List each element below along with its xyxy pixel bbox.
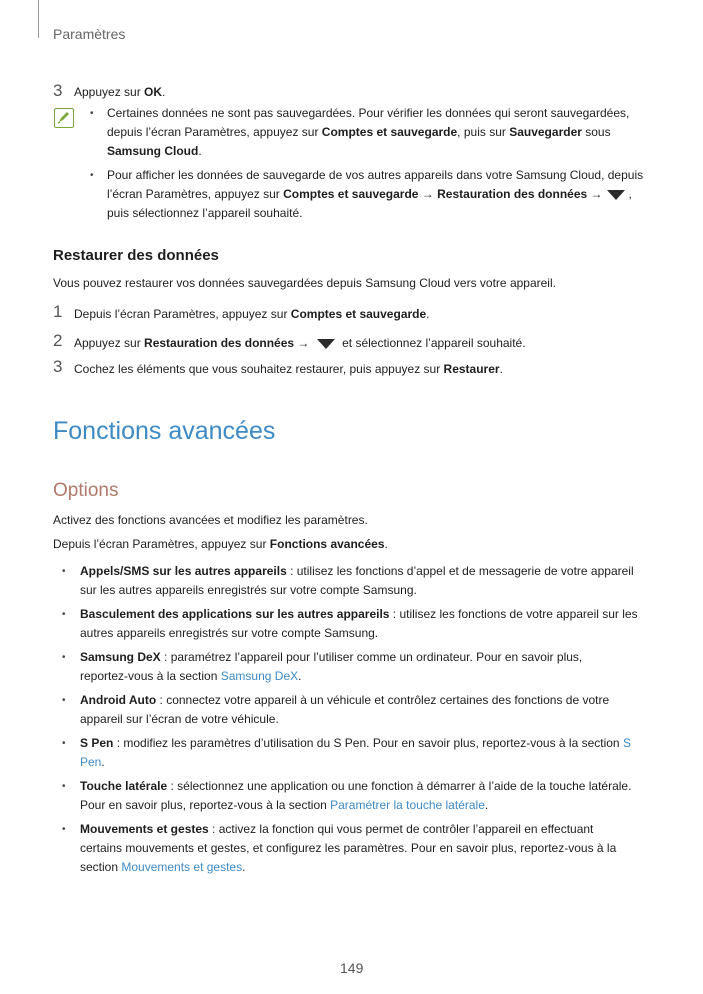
note-line: depuis l’écran Paramètres, appuyez sur Comptes et sauvegarde, puis sur Sauvegarder sous bbox=[107, 125, 611, 139]
bullet-icon: • bbox=[62, 738, 66, 749]
list-item: Android Auto : connectez votre appareil à un véhicule et contrôlez certaines des fonctions de votre bbox=[80, 693, 610, 707]
list-item: Basculement des applications sur les autres appareils : utilisez les fonctions de votre appareil sur les bbox=[80, 607, 638, 621]
page-number: 149 bbox=[340, 960, 364, 976]
s-pen-link[interactable]: S bbox=[622, 736, 631, 750]
list-item-continued: Pour en savoir plus, reportez-vous à la section Paramétrer la touche latérale. bbox=[80, 798, 489, 812]
bullet-icon: • bbox=[62, 824, 66, 835]
page-title: Fonctions avancées bbox=[53, 417, 276, 445]
dropdown-arrow-icon bbox=[317, 339, 335, 349]
step-number: 1 bbox=[53, 302, 63, 321]
paragraph: Depuis l’écran Paramètres, appuyez sur Fonctions avancées. bbox=[53, 537, 388, 551]
dropdown-arrow-icon bbox=[607, 190, 625, 200]
s-pen-link-continued[interactable]: Pen bbox=[80, 755, 102, 769]
page-corner-line bbox=[38, 0, 39, 38]
page-header: Paramètres bbox=[53, 26, 126, 42]
note-line: Certaines données ne sont pas sauvegardées. Pour vérifier les données qui seront sauvegardées, bbox=[107, 106, 630, 120]
list-item: S Pen : modifiez les paramètres d’utilisation du S Pen. Pour en savoir plus, reportez-vous à la section S bbox=[80, 736, 631, 750]
step-number: 2 bbox=[53, 331, 63, 350]
list-item-continued: reportez-vous à la section Samsung DeX. bbox=[80, 669, 302, 683]
note-line: l’écran Paramètres, appuyez sur Comptes et sauvegarde → Restauration des données → , bbox=[107, 187, 632, 201]
step-text: Appuyez sur Restauration des données → et sélectionnez l’appareil souhaité. bbox=[74, 336, 526, 350]
step-number: 3 bbox=[53, 81, 63, 100]
list-item-continued: appareil sur l’écran de votre véhicule. bbox=[80, 712, 279, 726]
side-key-link[interactable]: Paramétrer la touche latérale bbox=[330, 798, 485, 812]
step-number: 3 bbox=[53, 357, 63, 376]
step-text: Depuis l’écran Paramètres, appuyez sur Comptes et sauvegarde. bbox=[74, 307, 430, 321]
bullet-icon: • bbox=[62, 695, 66, 706]
paragraph: Vous pouvez restaurer vos données sauvegardées depuis Samsung Cloud vers votre appareil. bbox=[53, 276, 556, 290]
list-item-continued: section Mouvements et gestes. bbox=[80, 860, 246, 874]
motions-gestures-link[interactable]: Mouvements et gestes bbox=[121, 860, 243, 874]
bullet-icon: • bbox=[90, 170, 94, 181]
list-item: Samsung DeX : paramétrez l’appareil pour l’utiliser comme un ordinateur. Pour en savoir plus, bbox=[80, 650, 583, 664]
step-text: Cochez les éléments que vous souhaitez restaurer, puis appuyez sur Restaurer. bbox=[74, 362, 503, 376]
note-line: Pour afficher les données de sauvegarde de vos autres appareils dans votre Samsung Cloud, depuis bbox=[107, 168, 644, 182]
note-line: puis sélectionnez l’appareil souhaité. bbox=[107, 206, 303, 220]
bullet-icon: • bbox=[62, 652, 66, 663]
list-item: Appels/SMS sur les autres appareils : utilisez les fonctions d’appel et de messagerie de votre appareil bbox=[80, 564, 634, 578]
list-item-continued: certains mouvements et gestes, et configurez les paramètres. Pour en savoir plus, reportez-vous à la bbox=[80, 841, 617, 855]
subsection-heading: Options bbox=[53, 480, 119, 501]
list-item: Mouvements et gestes : activez la fonction qui vous permet de contrôler l’appareil en effectuant bbox=[80, 822, 594, 836]
bullet-icon: • bbox=[62, 566, 66, 577]
bullet-icon: • bbox=[90, 108, 94, 119]
list-item: Touche latérale : sélectionnez une application ou une fonction à démarrer à l’aide de la touche latérale. bbox=[80, 779, 632, 793]
note-line: Samsung Cloud. bbox=[107, 144, 202, 158]
step-text: Appuyez sur OK. bbox=[74, 85, 166, 99]
section-heading: Restaurer des données bbox=[53, 247, 219, 264]
paragraph: Activez des fonctions avancées et modifiez les paramètres. bbox=[53, 513, 368, 527]
list-item-continued: sur les autres appareils enregistrés sur votre compte Samsung. bbox=[80, 583, 417, 597]
bullet-icon: • bbox=[62, 781, 66, 792]
samsung-dex-link[interactable]: Samsung DeX bbox=[220, 669, 299, 683]
list-item-continued: Pen. bbox=[80, 755, 105, 769]
note-icon bbox=[54, 108, 74, 128]
list-item-continued: autres appareils enregistrés sur votre compte Samsung. bbox=[80, 626, 379, 640]
bullet-icon: • bbox=[62, 609, 66, 620]
